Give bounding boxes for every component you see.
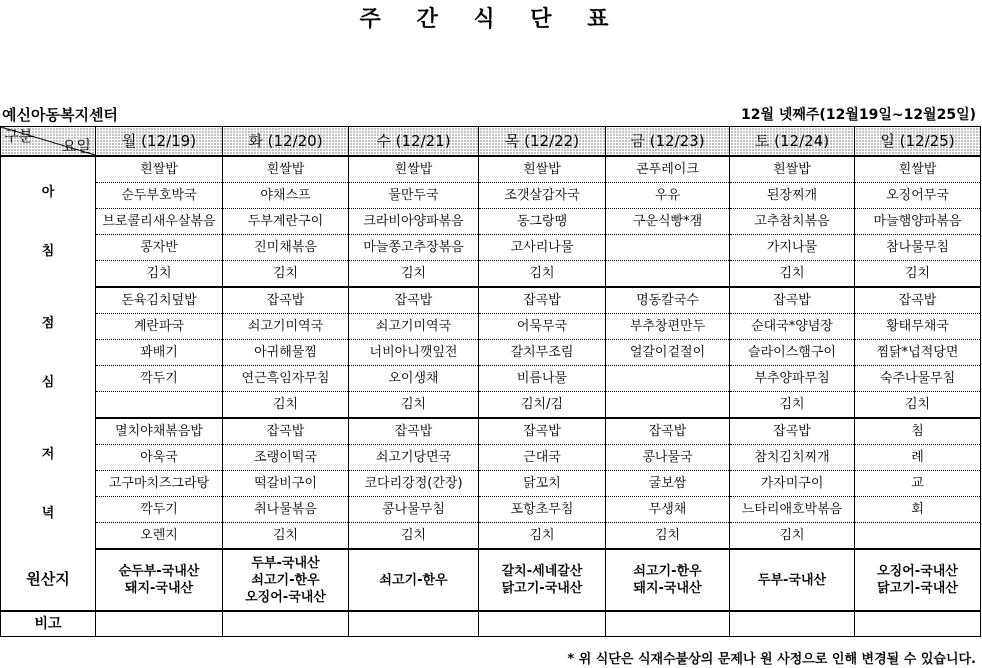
meal-label-char: 녁 bbox=[41, 505, 55, 521]
meal-label-char: 저 bbox=[41, 446, 55, 462]
origin-line: 두부-국내산 bbox=[251, 555, 320, 571]
menu-item: 된장찌개 bbox=[730, 183, 855, 209]
menu-item: 굴보쌈 bbox=[606, 471, 730, 497]
menu-item bbox=[606, 392, 730, 419]
menu-item: 흰쌀밥 bbox=[479, 156, 606, 183]
menu-item: 가자미구이 bbox=[730, 471, 855, 497]
menu-item: 쇠고기미역국 bbox=[223, 314, 349, 340]
day-header bbox=[479, 127, 606, 157]
remark-cell bbox=[730, 611, 855, 637]
menu-item: 잡곡밥 bbox=[730, 418, 855, 445]
origin-cell bbox=[479, 549, 606, 611]
menu-item: 오징어무국 bbox=[855, 183, 981, 209]
origin-line: 돼지-국내산 bbox=[633, 581, 702, 596]
remark-cell bbox=[855, 611, 981, 637]
menu-row bbox=[1, 261, 981, 288]
menu-row bbox=[1, 523, 981, 550]
menu-item: 아욱국 bbox=[96, 445, 223, 471]
day-header bbox=[223, 127, 349, 157]
menu-item: 참치김치찌개 bbox=[730, 445, 855, 471]
menu-item: 콩나물무침 bbox=[349, 497, 479, 523]
origin-cell bbox=[223, 549, 349, 611]
menu-row bbox=[1, 314, 981, 340]
menu-item: 김치 bbox=[606, 523, 730, 550]
day-header-label: 월 (12/19) bbox=[121, 132, 197, 150]
menu-item: 잡곡밥 bbox=[349, 287, 479, 314]
menu-row bbox=[1, 209, 981, 235]
origin-cell bbox=[855, 549, 981, 611]
origin-line: 닭고기-국내산 bbox=[501, 581, 583, 596]
menu-table bbox=[0, 126, 981, 637]
menu-item: 콩자반 bbox=[96, 235, 223, 261]
menu-item: 김치 bbox=[349, 392, 479, 419]
origin-line: 순두부-국내산 bbox=[118, 564, 200, 579]
origin-line: 오징어-국내산 bbox=[245, 589, 326, 605]
menu-item bbox=[606, 235, 730, 261]
menu-item: 코다리강정(간장) bbox=[349, 471, 479, 497]
remark-cell bbox=[96, 611, 223, 637]
meal-label-char: 심 bbox=[41, 374, 55, 390]
day-header bbox=[96, 127, 223, 157]
menu-item: 김치 bbox=[855, 392, 981, 419]
menu-item: 포항초무침 bbox=[479, 497, 606, 523]
corner-label-day: 요일 bbox=[62, 137, 91, 155]
day-header bbox=[606, 127, 730, 157]
menu-item: 돈육김치덮밥 bbox=[96, 287, 223, 314]
menu-item: 쇠고기당면국 bbox=[349, 445, 479, 471]
menu-item: 얼갈이겉절이 bbox=[606, 340, 730, 366]
menu-item: 두부계란구이 bbox=[223, 209, 349, 235]
menu-row bbox=[1, 183, 981, 209]
menu-item: 동그랑땡 bbox=[479, 209, 606, 235]
header-row bbox=[1, 127, 981, 157]
menu-item: 아귀해물찜 bbox=[223, 340, 349, 366]
menu-item: 콩나물국 bbox=[606, 445, 730, 471]
origin-line: 쇠고기-한우 bbox=[251, 572, 320, 588]
meal-label-char: 아 bbox=[41, 185, 55, 200]
menu-item: 우유 bbox=[606, 183, 730, 209]
origin-line: 쇠고기-한우 bbox=[633, 564, 702, 579]
menu-item: 잡곡밥 bbox=[479, 287, 606, 314]
menu-item: 슬라이스햄구이 bbox=[730, 340, 855, 366]
menu-row bbox=[1, 156, 981, 183]
day-header-label: 금 (12/23) bbox=[630, 132, 705, 150]
menu-item: 김치 bbox=[223, 523, 349, 550]
menu-item: 고사리나물 bbox=[479, 235, 606, 261]
menu-item: 마늘쫑고추장볶음 bbox=[349, 235, 479, 261]
menu-item: 흰쌀밥 bbox=[223, 156, 349, 183]
menu-row bbox=[1, 445, 981, 471]
meal-label-char: 점 bbox=[41, 315, 55, 331]
menu-item: 오이생채 bbox=[349, 366, 479, 392]
menu-item: 취나물볶음 bbox=[223, 497, 349, 523]
menu-row bbox=[1, 392, 981, 419]
remark-label: 비고 bbox=[1, 611, 96, 637]
menu-item: 참나물무침 bbox=[855, 235, 981, 261]
remark-cell bbox=[606, 611, 730, 637]
origin-cell bbox=[730, 549, 855, 611]
menu-item: 무생채 bbox=[606, 497, 730, 523]
day-header-label: 토 (12/24) bbox=[754, 132, 830, 150]
menu-item: 김치 bbox=[479, 261, 606, 288]
menu-item: 김치 bbox=[730, 523, 855, 550]
menu-item: 크라비아양파볶음 bbox=[349, 209, 479, 235]
menu-item: 부추창편만두 bbox=[606, 314, 730, 340]
menu-item: 진미채볶음 bbox=[223, 235, 349, 261]
meal-label-char: 침 bbox=[41, 244, 55, 259]
menu-item: 가지나물 bbox=[730, 235, 855, 261]
menu-item bbox=[96, 392, 223, 419]
remark-cell bbox=[349, 611, 479, 637]
menu-row bbox=[1, 471, 981, 497]
meal-label bbox=[1, 156, 96, 287]
origin-line: 오징어-국내산 bbox=[877, 564, 958, 579]
origin-cell bbox=[606, 549, 730, 611]
menu-item: 순두부호박국 bbox=[96, 183, 223, 209]
center-name: 예신아동복지센터 bbox=[2, 106, 118, 124]
origin-cell bbox=[96, 549, 223, 611]
menu-item: 명동칼국수 bbox=[606, 287, 730, 314]
menu-item: 쇠고기미역국 bbox=[349, 314, 479, 340]
menu-item bbox=[606, 261, 730, 288]
menu-item: 흰쌀밥 bbox=[855, 156, 981, 183]
menu-item: 고추참치볶음 bbox=[730, 209, 855, 235]
day-header-label: 목 (12/22) bbox=[504, 132, 580, 150]
origin-line: 닭고기-국내산 bbox=[877, 581, 958, 596]
origin-line: 쇠고기-한우 bbox=[379, 572, 448, 588]
page-title: 주 간 식 단 표 bbox=[359, 7, 623, 32]
menu-item: 잡곡밥 bbox=[606, 418, 730, 445]
menu-row bbox=[1, 497, 981, 523]
menu-item: 물만두국 bbox=[349, 183, 479, 209]
origin-label: 원산지 bbox=[1, 549, 96, 611]
menu-item: 잡곡밥 bbox=[223, 418, 349, 445]
origin-row bbox=[1, 549, 981, 611]
menu-item: 침 bbox=[855, 418, 981, 445]
menu-item: 부추양파무침 bbox=[730, 366, 855, 392]
menu-item: 구운식빵*잼 bbox=[606, 209, 730, 235]
menu-item: 김치 bbox=[730, 261, 855, 288]
menu-item: 계란파국 bbox=[96, 314, 223, 340]
menu-row bbox=[1, 340, 981, 366]
origin-line: 돼지-국내산 bbox=[124, 581, 194, 596]
day-header-label: 일 (12/25) bbox=[880, 132, 955, 150]
origin-line: 두부-국내산 bbox=[757, 572, 827, 588]
day-header bbox=[855, 127, 981, 157]
menu-item: 잡곡밥 bbox=[730, 287, 855, 314]
menu-item: 흰쌀밥 bbox=[730, 156, 855, 183]
menu-item: 잡곡밥 bbox=[223, 287, 349, 314]
menu-item: 근대국 bbox=[479, 445, 606, 471]
corner-cell bbox=[1, 127, 96, 157]
menu-item: 김치 bbox=[349, 523, 479, 550]
remark-cell bbox=[223, 611, 349, 637]
menu-item: 멸치야채볶음밥 bbox=[96, 418, 223, 445]
remark-row bbox=[1, 611, 981, 637]
menu-item: 마늘햄양파볶음 bbox=[855, 209, 981, 235]
origin-line: 갈치-세네갈산 bbox=[501, 564, 583, 579]
menu-row bbox=[1, 235, 981, 261]
menu-item: 연근흑임자무침 bbox=[223, 366, 349, 392]
menu-item: 콘푸레이크 bbox=[606, 156, 730, 183]
menu-item: 찜닭*넙적당면 bbox=[855, 340, 981, 366]
meal-label bbox=[1, 418, 96, 549]
menu-row bbox=[1, 366, 981, 392]
menu-item: 황태무채국 bbox=[855, 314, 981, 340]
remark-cell bbox=[479, 611, 606, 637]
day-header bbox=[349, 127, 479, 157]
menu-item: 느타리애호박볶음 bbox=[730, 497, 855, 523]
menu-item: 김치 bbox=[855, 261, 981, 288]
menu-item: 어묵무국 bbox=[479, 314, 606, 340]
menu-item bbox=[855, 523, 981, 550]
day-header-label: 수 (12/21) bbox=[376, 132, 451, 150]
menu-item: 깍두기 bbox=[96, 366, 223, 392]
origin-cell bbox=[349, 549, 479, 611]
menu-item: 야채스프 bbox=[223, 183, 349, 209]
menu-item: 김치 bbox=[223, 392, 349, 419]
menu-item: 교 bbox=[855, 471, 981, 497]
menu-item: 꽈배기 bbox=[96, 340, 223, 366]
footnote: * 위 식단은 식재수불상의 문제나 원 사정으로 인해 변경될 수 있습니다. bbox=[567, 652, 976, 667]
menu-item: 닭꼬치 bbox=[479, 471, 606, 497]
menu-item: 김치/김 bbox=[479, 392, 606, 419]
menu-item: 떡갈비구이 bbox=[223, 471, 349, 497]
menu-row bbox=[1, 418, 981, 445]
menu-item: 김치 bbox=[730, 392, 855, 419]
corner-label-category: 구분 bbox=[4, 127, 33, 145]
menu-row bbox=[1, 287, 981, 314]
menu-item: 너비아니깻잎전 bbox=[349, 340, 479, 366]
menu-item: 흰쌀밥 bbox=[349, 156, 479, 183]
menu-item: 잡곡밥 bbox=[855, 287, 981, 314]
menu-item: 례 bbox=[855, 445, 981, 471]
menu-item: 흰쌀밥 bbox=[96, 156, 223, 183]
menu-item: 조갯살감자국 bbox=[479, 183, 606, 209]
menu-item: 깍두기 bbox=[96, 497, 223, 523]
menu-item: 잡곡밥 bbox=[479, 418, 606, 445]
menu-item: 잡곡밥 bbox=[349, 418, 479, 445]
menu-item: 김치 bbox=[96, 261, 223, 288]
day-header bbox=[730, 127, 855, 157]
week-label: 12월 넷째주(12월19일~12월25일) bbox=[740, 107, 976, 123]
menu-item: 오렌지 bbox=[96, 523, 223, 550]
menu-item: 순대국*양념장 bbox=[730, 314, 855, 340]
menu-item: 비름나물 bbox=[479, 366, 606, 392]
menu-item: 갈치무조림 bbox=[479, 340, 606, 366]
day-header-label: 화 (12/20) bbox=[248, 132, 323, 150]
menu-item: 브로콜리새우살볶음 bbox=[96, 209, 223, 235]
menu-item: 김치 bbox=[223, 261, 349, 288]
menu-item: 조랭이떡국 bbox=[223, 445, 349, 471]
meal-label bbox=[1, 287, 96, 418]
menu-item: 김치 bbox=[349, 261, 479, 288]
menu-item bbox=[606, 366, 730, 392]
menu-item: 김치 bbox=[479, 523, 606, 550]
menu-item: 숙주나물무침 bbox=[855, 366, 981, 392]
menu-item: 회 bbox=[855, 497, 981, 523]
menu-item: 고구마치즈그라탕 bbox=[96, 471, 223, 497]
